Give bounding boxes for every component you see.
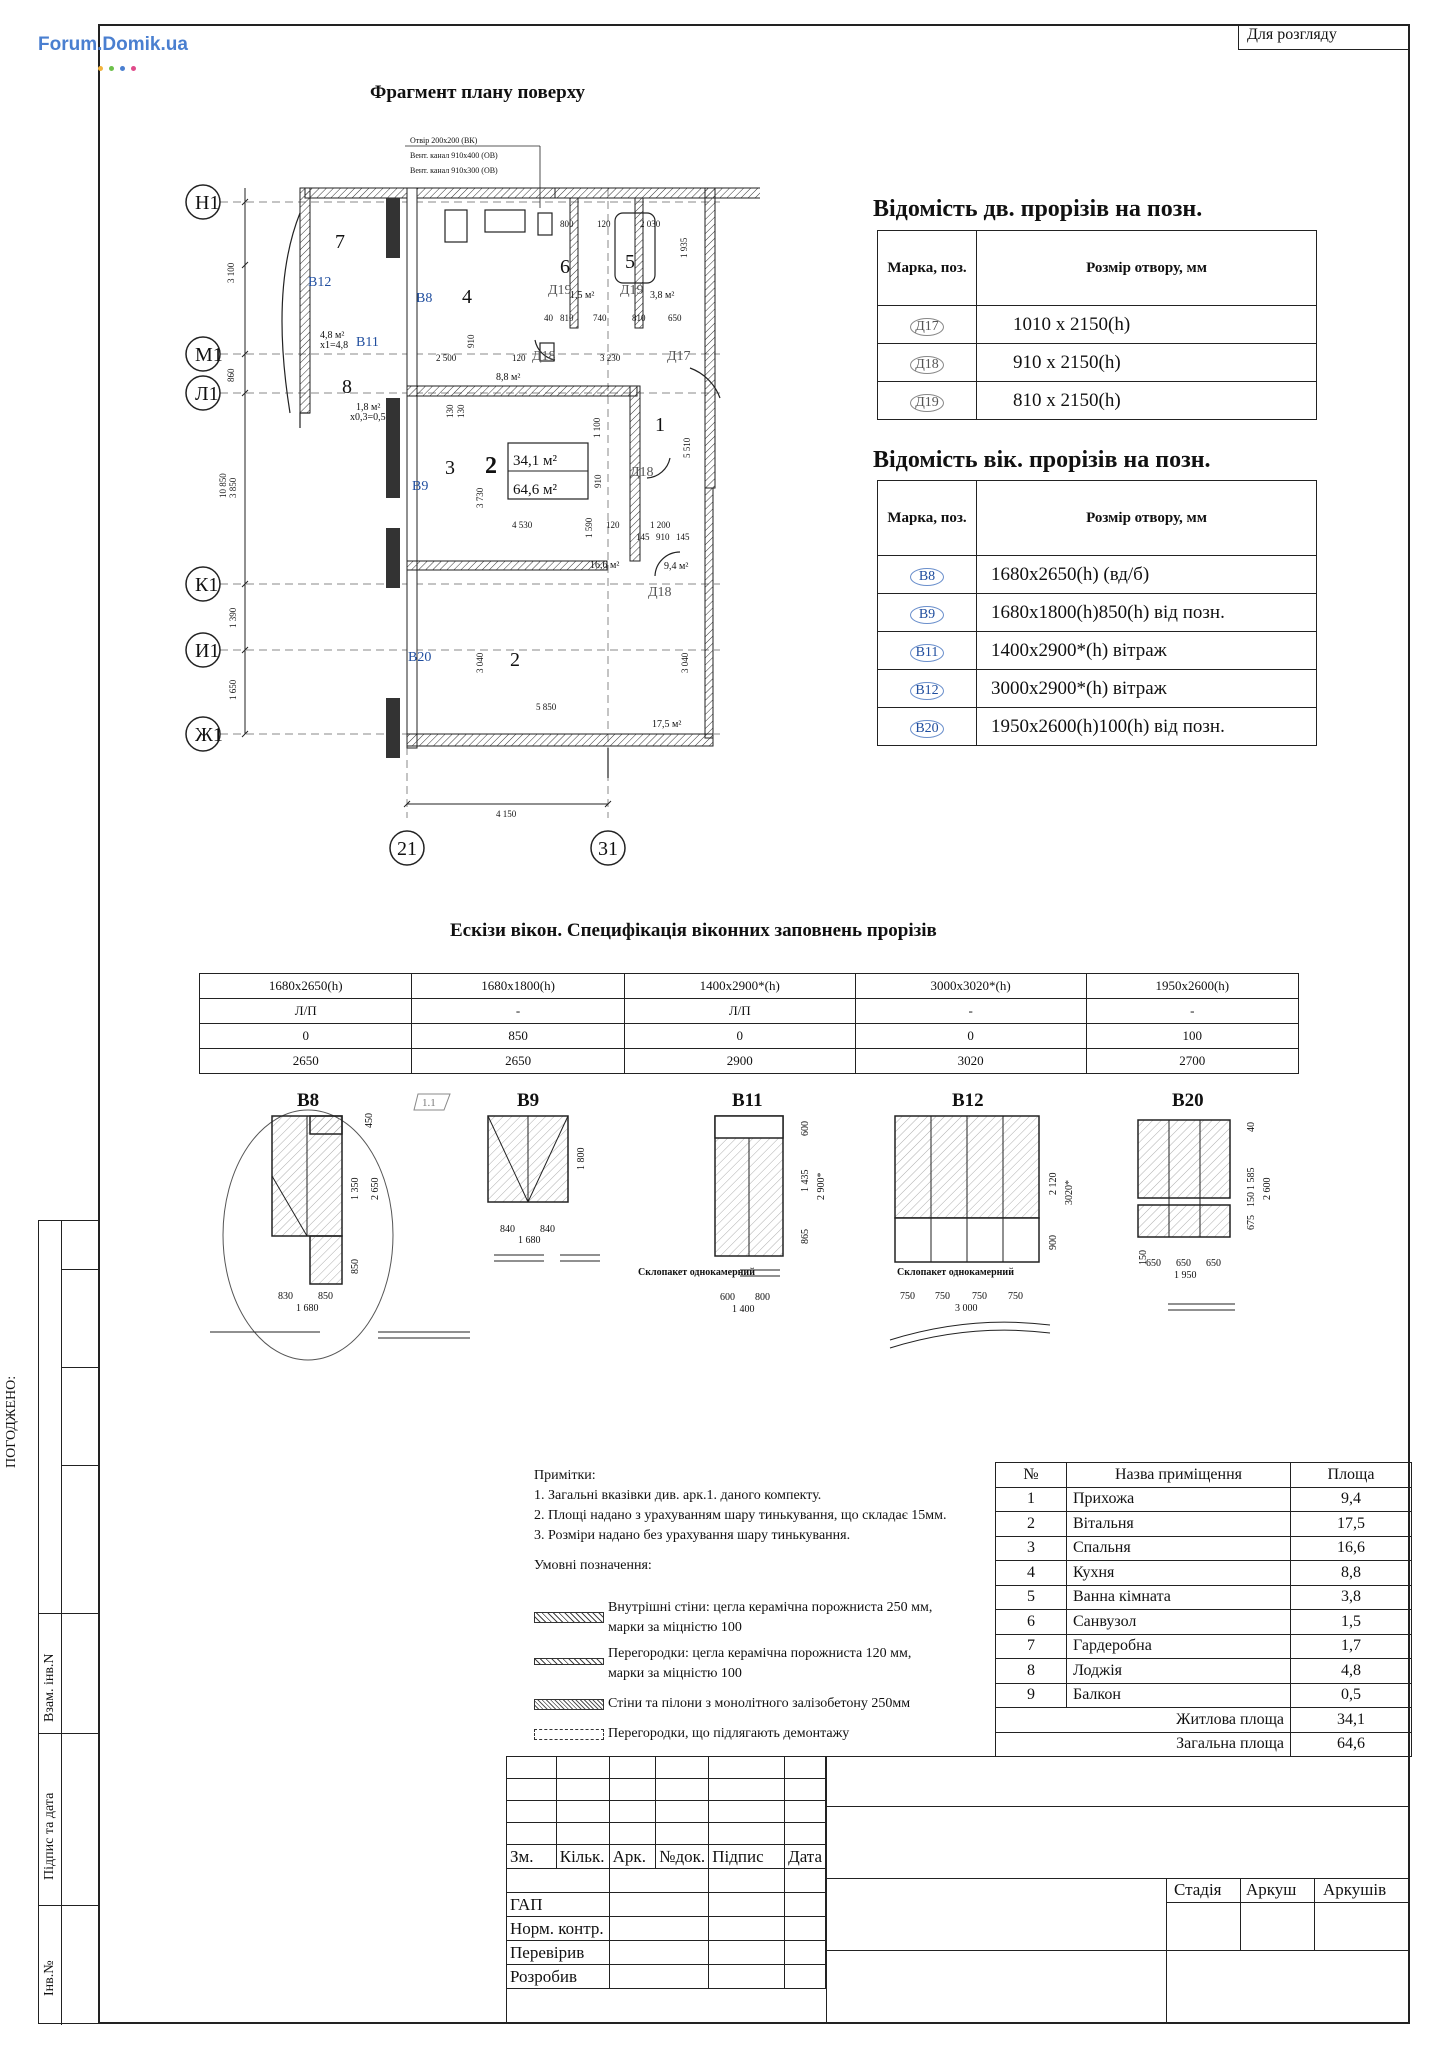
b20-dim-2600: 2 600 <box>1262 1177 1273 1200</box>
b20-dim-150a: 150 <box>1246 1192 1257 1207</box>
window-size: 1680x1800(h)850(h) від позн. <box>977 594 1317 632</box>
dim-inner-120c: 120 <box>606 520 620 530</box>
spec-cell: Л/П <box>200 999 412 1024</box>
note-item: 1. Загальні вказівки див. арк.1. даного компекту. <box>534 1488 822 1503</box>
area-balcony-coef: x0,3=0,5 <box>350 412 386 423</box>
b20-dim-650a: 650 <box>1146 1258 1161 1269</box>
window-schedule-header-mark: Марка, поз. <box>878 481 977 556</box>
b11-dim-865: 865 <box>800 1229 811 1244</box>
legend-symbol <box>534 1729 604 1740</box>
spec-cell: 0 <box>200 1024 412 1049</box>
spec-cell: 0 <box>624 1024 855 1049</box>
b20-dim-40: 40 <box>1246 1122 1257 1132</box>
room-number-8: 8 <box>342 376 352 398</box>
sketch-title-b20: В20 <box>1172 1090 1204 1111</box>
door-mark-d19-wc: Д19 <box>548 283 572 298</box>
rev-col-sheet: Арк. <box>609 1845 656 1869</box>
table-row: 4 Кухня 8,8 <box>996 1561 1412 1586</box>
door-mark-d18-kitchen: Д18 <box>532 349 556 364</box>
room-number-6: 6 <box>560 256 570 278</box>
spec-cell: 1680x2650(h) <box>200 974 412 999</box>
dim-inner-1590: 1 590 <box>584 517 594 538</box>
legend-item-internal-walls: Внутрішні стіни: цегла керамічна порожниста 250 мм, марки за міцністю 100 <box>534 1598 974 1638</box>
area-kitchen: 8,8 м² <box>496 372 521 383</box>
shaft-label-1: Отвір 200х200 (ВК) <box>410 136 478 145</box>
spec-cell: 100 <box>1086 1024 1298 1049</box>
b8-dim-450: 450 <box>364 1113 375 1128</box>
window-mark: В9 <box>910 606 944 624</box>
agreed-label: ПОГОДЖЕНО: <box>4 1375 19 1468</box>
b12-dim-2120: 2 120 <box>1048 1172 1059 1195</box>
dim-inner-2500: 2 500 <box>436 353 457 363</box>
axis-label-3: 31 <box>598 838 618 860</box>
dim-inner-130a: 130 <box>445 404 455 418</box>
b12-dim-750d: 750 <box>1008 1291 1023 1302</box>
apartment-number: 2 <box>485 453 497 479</box>
dim-inner-3040a: 3 040 <box>475 652 485 673</box>
dim-inner-3040b: 3 040 <box>680 652 690 673</box>
b9-dim-840b: 840 <box>540 1224 555 1235</box>
b8-dim-2650: 2 650 <box>370 1177 381 1200</box>
dim-inner-130b: 130 <box>456 404 466 418</box>
spec-cell: - <box>1086 999 1298 1024</box>
table-row: 7 Гардеробна 1,7 <box>996 1634 1412 1659</box>
b20-dim-650b: 650 <box>1176 1258 1191 1269</box>
table-row: 5 Ванна кімната 3,8 <box>996 1585 1412 1610</box>
rev-col-sign: Підпис <box>709 1845 785 1869</box>
table-row: 3 Спальня 16,6 <box>996 1536 1412 1561</box>
b12-dim-3020: 3020* <box>1064 1180 1075 1205</box>
table-row <box>878 708 1317 746</box>
sketch-title-b12: В12 <box>952 1090 984 1111</box>
legend-symbol <box>534 1658 604 1665</box>
spec-cell: 2650 <box>412 1049 624 1074</box>
sketch-title-b8: В8 <box>297 1090 320 1111</box>
b8-dim-1350: 1 350 <box>350 1177 361 1200</box>
b20-dim-150b: 150 <box>1138 1250 1149 1265</box>
dim-inner-120b: 120 <box>512 353 526 363</box>
spec-cell: - <box>412 999 624 1024</box>
door-size: 1010 x 2150(h) <box>977 306 1317 344</box>
window-mark: В11 <box>910 644 944 662</box>
table-row: 6 Санвузол 1,5 <box>996 1610 1412 1635</box>
dim-left-3850: 3 850 <box>228 477 238 498</box>
axis-label-2: 21 <box>397 838 417 860</box>
window-mark-b12: В12 <box>308 275 332 290</box>
rooms-header-area: Площа <box>1291 1463 1412 1488</box>
door-schedule-header-size: Розмір отвору, мм <box>977 231 1317 306</box>
table-row <box>200 999 1299 1024</box>
title-block-line <box>826 1950 1410 1951</box>
rooms-header-name: Назва приміщення <box>1067 1463 1291 1488</box>
role-norm-control: Норм. контр. <box>507 1917 610 1941</box>
b9-dim-1680: 1 680 <box>518 1235 541 1246</box>
window-mark: В20 <box>910 720 944 738</box>
spec-cell: Л/П <box>624 999 855 1024</box>
revision-grid <box>506 1756 826 1989</box>
area-wc: 1,5 м² <box>570 290 595 301</box>
title-block-line <box>826 1878 1410 1879</box>
table-row <box>878 556 1317 594</box>
watermark-dots <box>98 58 142 76</box>
window-mark-b20: В20 <box>408 650 432 665</box>
legend-symbol <box>534 1699 604 1710</box>
door-schedule-title: Відомість дв. прорізів на позн. <box>873 196 1203 222</box>
living-area-label: Житлова площа <box>996 1708 1291 1733</box>
total-area-label: Загальна площа <box>996 1732 1291 1757</box>
axis-label-n1: Н1 <box>195 192 220 214</box>
window-mark-b9: В9 <box>412 479 429 494</box>
spec-cell: 1950x2600(h) <box>1086 974 1298 999</box>
rooms-table <box>995 1462 1412 1757</box>
b20-dim-1950: 1 950 <box>1174 1270 1197 1281</box>
b12-dim-750c: 750 <box>972 1291 987 1302</box>
window-schedule-table <box>877 480 1317 746</box>
area-loggia: 4,8 м² <box>320 330 345 341</box>
dim-bottom-4150: 4 150 <box>496 809 517 819</box>
role-checked: Перевірив <box>507 1941 610 1965</box>
b11-glass-note: Склопакет однокамерний <box>638 1267 755 1278</box>
area-loggia-coef: x1=4,8 <box>320 340 349 351</box>
role-developed: Розробив <box>507 1965 610 1989</box>
legend-item-demolition: Перегородки, що підлягають демонтажу <box>534 1724 974 1746</box>
spec-cell: 1680x1800(h) <box>412 974 624 999</box>
area-bedroom: 16,6 м² <box>590 560 620 571</box>
b8-dim-1680: 1 680 <box>296 1303 319 1314</box>
door-size: 910 x 2150(h) <box>977 344 1317 382</box>
dim-inner-810a: 810 <box>560 313 574 323</box>
table-row <box>878 632 1317 670</box>
axis-label-i1: И1 <box>195 640 220 662</box>
title-block-line <box>1240 1878 1241 1950</box>
rev-col-change: Зм. <box>507 1845 557 1869</box>
sheets-header: Аркушів <box>1323 1880 1387 1899</box>
b8-dim-850h: 850 <box>318 1291 333 1302</box>
b12-dim-750b: 750 <box>935 1291 950 1302</box>
side-label-sign: Підпис та дата <box>42 1792 57 1880</box>
title-block-line <box>1166 1878 1167 2024</box>
room-number-7: 7 <box>335 231 345 253</box>
table-header <box>996 1463 1412 1488</box>
table-row: 2 Вітальня 17,5 <box>996 1512 1412 1537</box>
dim-inner-2030: 2 030 <box>640 219 661 229</box>
b11-dim-600h: 600 <box>720 1292 735 1303</box>
spec-cell: 2650 <box>200 1049 412 1074</box>
spec-cell: 1400x2900*(h) <box>624 974 855 999</box>
binding-strip <box>38 1220 98 2024</box>
legend-symbol <box>534 1612 604 1623</box>
shaft-label-2: Вент. канал 910х400 (ОВ) <box>410 151 498 160</box>
table-row: 1 Прихожа 9,4 <box>996 1487 1412 1512</box>
window-sketches <box>200 1080 1300 1380</box>
watermark: Forum.Domik.ua <box>38 34 188 55</box>
spec-cell: 3020 <box>855 1049 1086 1074</box>
door-mark: Д18 <box>910 356 944 374</box>
sketch-title-b9: В9 <box>517 1090 540 1111</box>
role-gap: ГАП <box>507 1893 610 1917</box>
spec-cell: 850 <box>412 1024 624 1049</box>
room-number-2: 2 <box>510 649 520 671</box>
dim-inner-120: 120 <box>597 219 611 229</box>
apartment-living-area: 34,1 м² <box>513 453 557 469</box>
side-label-replace: Взам. інв.N <box>42 1653 57 1722</box>
window-schedule-title: Відомість вік. прорізів на позн. <box>873 447 1211 473</box>
axis-label-zh1: Ж1 <box>195 724 223 746</box>
window-spec-table <box>199 973 1299 1074</box>
title-block-line <box>1166 1902 1410 1903</box>
floor-plan <box>160 128 760 868</box>
table-row <box>878 382 1317 420</box>
sketch-callout-11: 1.1 <box>422 1097 436 1109</box>
b12-dim-3000: 3 000 <box>955 1303 978 1314</box>
window-spec-title: Ескізи вікон. Специфікація віконних заповнень прорізів <box>450 920 937 941</box>
b12-dim-750a: 750 <box>900 1291 915 1302</box>
b11-dim-1400: 1 400 <box>732 1304 755 1315</box>
note-item: 3. Розміри надано без урахування шару тинькування. <box>534 1528 851 1543</box>
window-mark-b11: В11 <box>356 335 379 350</box>
window-size: 1680x2650(h) (вд/б) <box>977 556 1317 594</box>
dim-inner-5850: 5 850 <box>536 702 557 712</box>
title-block-line <box>826 1806 1410 1807</box>
legend-item-partitions: Перегородки: цегла керамічна порожниста 120 мм, марки за міцністю 100 <box>534 1644 974 1684</box>
dim-inner-650: 650 <box>668 313 682 323</box>
dim-inner-910c: 910 <box>656 532 670 542</box>
living-area-value: 34,1 <box>1291 1708 1412 1733</box>
window-size: 3000x2900*(h) вітраж <box>977 670 1317 708</box>
dim-inner-1100: 1 100 <box>592 417 602 438</box>
sheet-header: Аркуш <box>1246 1880 1297 1899</box>
b8-dim-830: 830 <box>278 1291 293 1302</box>
door-mark-d18-living: Д18 <box>648 585 672 600</box>
b20-dim-675: 675 <box>1246 1215 1257 1230</box>
axis-label-k1: К1 <box>195 574 219 596</box>
notes-heading: Примітки: <box>534 1468 596 1483</box>
dim-left-10850: 10 850 <box>218 473 228 498</box>
window-mark-b8: В8 <box>416 291 433 306</box>
area-hall: 9,4 м² <box>664 561 689 572</box>
note-item: 2. Площі надано з урахуванням шару тинькування, що складає 15мм. <box>534 1508 947 1523</box>
stage-header: Стадія <box>1174 1880 1222 1899</box>
window-size: 1400x2900*(h) вітраж <box>977 632 1317 670</box>
dim-inner-910b: 910 <box>593 474 603 488</box>
rev-col-date: Дата <box>785 1845 826 1869</box>
title-block-divider <box>826 1756 827 2024</box>
table-row <box>200 974 1299 999</box>
notes-block <box>534 1466 964 1576</box>
dim-inner-145b: 145 <box>676 532 690 542</box>
total-area-value: 64,6 <box>1291 1732 1412 1757</box>
revision-header-row <box>507 1845 826 1869</box>
b12-dim-900: 900 <box>1048 1235 1059 1250</box>
dim-inner-800: 800 <box>560 219 574 229</box>
b11-dim-800h: 800 <box>755 1292 770 1303</box>
window-schedule-header-size: Розмір отвору, мм <box>977 481 1317 556</box>
table-row <box>996 1708 1412 1733</box>
dim-inner-1200: 1 200 <box>650 520 671 530</box>
door-mark-d18-bedroom: Д18 <box>630 465 654 480</box>
door-size: 810 x 2150(h) <box>977 382 1317 420</box>
area-bath: 3,8 м² <box>650 290 675 301</box>
spec-cell: 2700 <box>1086 1049 1298 1074</box>
rev-col-doc: №док. <box>656 1845 709 1869</box>
b20-dim-650c: 650 <box>1206 1258 1221 1269</box>
room-number-5: 5 <box>625 251 635 273</box>
plan-title: Фрагмент плану поверху <box>370 82 585 103</box>
area-living: 17,5 м² <box>652 719 682 730</box>
b11-dim-2900: 2 900* <box>816 1172 827 1200</box>
spec-cell: 2900 <box>624 1049 855 1074</box>
window-size: 1950x2600(h)100(h) від позн. <box>977 708 1317 746</box>
dim-inner-145a: 145 <box>636 532 650 542</box>
b9-dim-840a: 840 <box>500 1224 515 1235</box>
rev-col-qty: Кільк. <box>556 1845 609 1869</box>
table-row <box>996 1732 1412 1757</box>
room-number-1: 1 <box>655 414 665 436</box>
dim-inner-3230: 3 230 <box>600 353 621 363</box>
dim-inner-740: 740 <box>593 313 607 323</box>
dim-inner-4530: 4 530 <box>512 520 533 530</box>
table-row <box>878 306 1317 344</box>
dim-inner-810b: 810 <box>632 313 646 323</box>
door-schedule-header-mark: Марка, поз. <box>878 231 977 306</box>
b9-dim-1800: 1 800 <box>576 1147 587 1170</box>
apartment-total-area: 64,6 м² <box>513 482 557 498</box>
table-row: 8 Лоджія 4,8 <box>996 1659 1412 1684</box>
dim-left-860: 860 <box>226 368 236 382</box>
area-balcony: 1,8 м² <box>356 402 381 413</box>
b11-dim-600: 600 <box>800 1121 811 1136</box>
dim-left-3100: 3 100 <box>226 262 236 283</box>
door-mark: Д19 <box>910 394 944 412</box>
dim-inner-910: 910 <box>466 334 476 348</box>
door-mark: Д17 <box>910 318 944 336</box>
dim-left-1650: 1 650 <box>228 679 238 700</box>
door-mark-d19-bath: Д19 <box>620 283 644 298</box>
table-row <box>878 594 1317 632</box>
legend-item-concrete-walls: Стіни та пілони з монолітного залізобетону 250мм <box>534 1694 974 1716</box>
spec-cell: 0 <box>855 1024 1086 1049</box>
door-schedule-table <box>877 230 1317 420</box>
table-row <box>200 1024 1299 1049</box>
dim-inner-3730: 3 730 <box>475 487 485 508</box>
b8-dim-850v: 850 <box>350 1259 361 1274</box>
spec-cell: 3000x3020*(h) <box>855 974 1086 999</box>
window-mark: В8 <box>910 568 944 586</box>
room-number-4: 4 <box>462 286 472 308</box>
b12-glass-note: Склопакет однокамерний <box>897 1267 1014 1278</box>
dim-left-1390: 1 390 <box>228 607 238 628</box>
table-row <box>878 344 1317 382</box>
door-mark-d17: Д17 <box>667 349 691 364</box>
b11-dim-1435: 1 435 <box>800 1169 811 1192</box>
title-block-line <box>1314 1878 1315 1950</box>
table-row <box>878 670 1317 708</box>
rooms-header-no: № <box>996 1463 1067 1488</box>
side-label-inv: Інв.№ <box>42 1960 57 1996</box>
axis-label-m1: М1 <box>195 344 223 366</box>
window-mark: В12 <box>910 682 944 700</box>
review-stamp: Для розгляду <box>1238 24 1410 50</box>
table-row: 9 Балкон 0,5 <box>996 1683 1412 1708</box>
shaft-label-3: Вент. канал 910х300 (ОВ) <box>410 166 498 175</box>
dim-inner-1935: 1 935 <box>679 237 689 258</box>
table-row <box>200 1049 1299 1074</box>
dim-inner-5510: 5 510 <box>682 437 692 458</box>
dim-inner-40: 40 <box>544 313 553 323</box>
legend-heading: Умовні позначення: <box>534 1558 652 1573</box>
room-number-3: 3 <box>445 457 455 479</box>
sketch-title-b11: В11 <box>732 1090 763 1111</box>
axis-label-l1: Л1 <box>195 383 219 405</box>
spec-cell: - <box>855 999 1086 1024</box>
b20-dim-1585: 1 585 <box>1246 1167 1257 1190</box>
